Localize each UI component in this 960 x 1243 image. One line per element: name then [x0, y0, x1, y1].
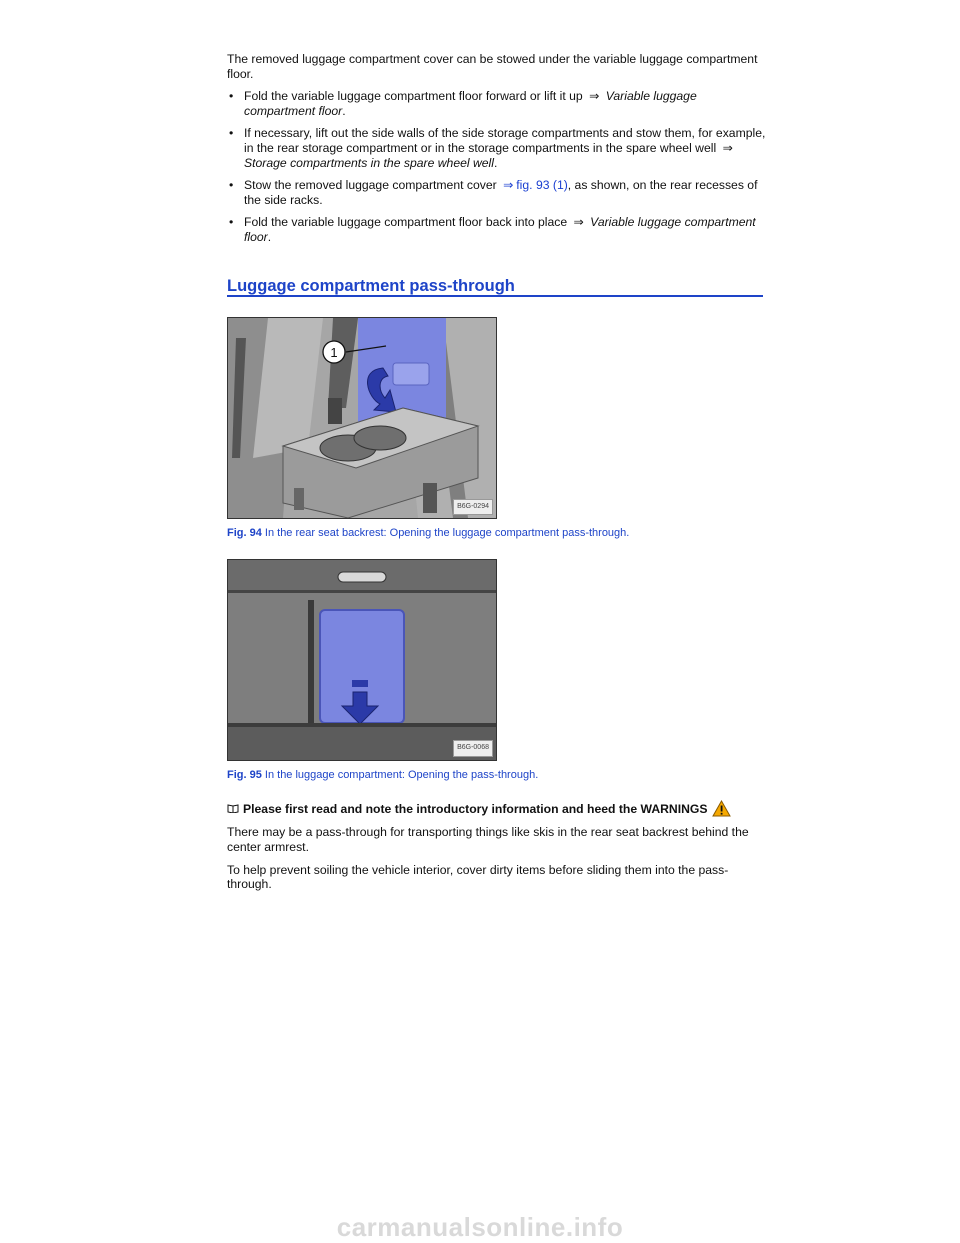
bullet-suffix: . [342, 103, 346, 118]
figure-label: Fig. 95 [227, 768, 262, 781]
image-code: B6G-0294 [453, 499, 493, 516]
bullet-item-1 [227, 89, 767, 118]
caption-text: In the rear seat backrest: Opening the luggage compartment pass-through. [264, 527, 630, 540]
bullet-suffix: , as shown, on the rear recesses of the side racks. [244, 178, 758, 207]
cross-reference[interactable]: Variable luggage compartment floor [244, 215, 756, 244]
book-icon [227, 804, 239, 813]
bullet-text: Stow the removed luggage compartment cover [244, 178, 497, 193]
figure-94-image [227, 317, 497, 519]
caption-text: In the luggage compartment: Opening the pass-through. [264, 768, 539, 781]
section-title: Luggage compartment pass-through [227, 279, 763, 298]
bullet-item-2 [227, 126, 767, 170]
arrow-icon: ⇒ [573, 215, 584, 230]
watermark: carmanualsonline.info [336, 1212, 624, 1242]
cross-reference[interactable]: Variable luggage compartment floor [244, 89, 697, 118]
document-body [227, 52, 767, 900]
bullet-text: Fold the variable luggage compartment floor back into place [244, 215, 568, 230]
cross-reference[interactable]: Storage compartments in the spare wheel well [244, 155, 494, 170]
figure-95-caption [227, 768, 767, 783]
bullet-dot: • [229, 178, 234, 193]
bullet-suffix: . [267, 229, 272, 244]
bullet-dot: • [229, 89, 234, 104]
intro-paragraph: The removed luggage compartment cover can be stowed under the variable luggage compartment floor. [227, 52, 758, 81]
bullet-dot: • [229, 215, 234, 230]
warnings-notice [227, 800, 767, 817]
figure-link[interactable]: fig. 93 (1) [516, 178, 568, 193]
image-code: B6G-0068 [453, 740, 493, 757]
luggage-compartment-illustration [228, 560, 496, 760]
bullet-item-4 [227, 215, 767, 244]
rear-seat-illustration [228, 318, 496, 518]
bullet-item-3 [227, 178, 767, 207]
bullet-suffix: . [493, 155, 498, 170]
callout-1: 1 [330, 345, 338, 361]
figure-95-image [227, 559, 497, 761]
arrow-icon: ⇒ [589, 89, 600, 104]
figure-94-caption [227, 526, 767, 541]
paragraph-pass-through: There may be a pass-through for transporting things like skis in the rear seat backrest behind the center armrest. [227, 825, 749, 854]
bullet-dot: • [229, 126, 234, 141]
arrow-icon: ⇒ [503, 178, 514, 193]
arrow-icon: ⇒ [722, 140, 733, 155]
notice-text: Please first read and note the introductory information and heed the WARNINGS [243, 801, 708, 816]
bullet-text: If necessary, lift out the side walls of the side storage compartments and stow them, for example, in the rear storage compartment or in the storage compartments in the spare wheel well [244, 126, 766, 155]
warning-triangle-icon[interactable] [712, 800, 731, 817]
paragraph-soiling: To help prevent soiling the vehicle interior, cover dirty items before sliding them into the pass-through. [227, 862, 729, 892]
bullet-text: Fold the variable luggage compartment floor forward or lift it up [244, 89, 583, 104]
figure-label: Fig. 94 [227, 527, 262, 540]
